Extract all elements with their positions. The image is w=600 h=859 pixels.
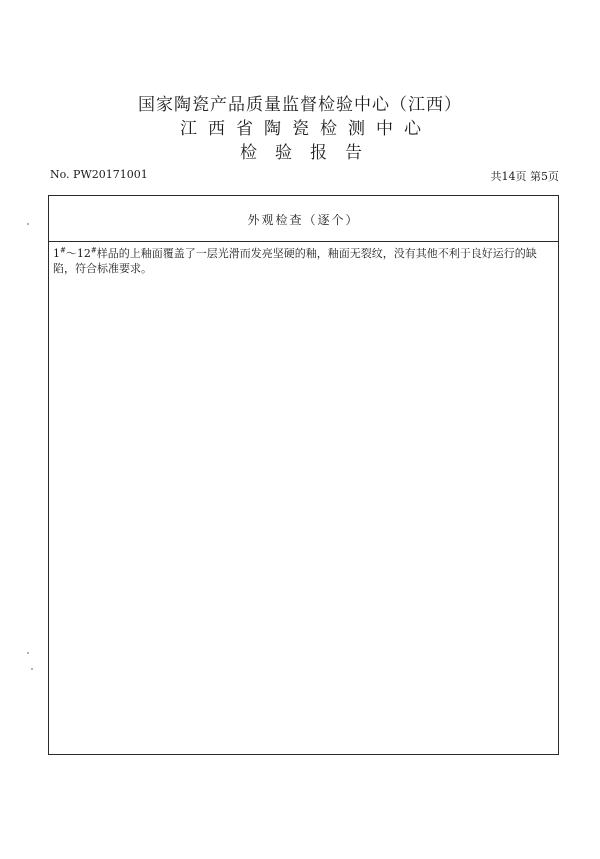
center-name-provincial: 江西省陶瓷检测中心 bbox=[180, 119, 432, 139]
inspection-table bbox=[48, 195, 559, 755]
sample-end-number: 12 bbox=[76, 247, 91, 260]
inspection-result-text bbox=[53, 246, 553, 276]
inspection-table-header bbox=[49, 196, 558, 242]
report-number: No. PW20171001 bbox=[50, 168, 148, 181]
sample-start-mark: # bbox=[60, 246, 66, 255]
inspection-finding: 样品的上釉面覆盖了一层光滑而发亮坚硬的釉，釉面无裂纹，没有其他不利于良好运行的缺陷，符合标准要求。 bbox=[53, 247, 537, 275]
scan-speck bbox=[27, 652, 29, 654]
report-title: 检验报告 bbox=[240, 143, 380, 163]
scan-speck bbox=[31, 668, 33, 670]
section-title: 外观检查（逐个） bbox=[247, 213, 360, 227]
center-name-national: 国家陶瓷产品质量监督检验中心（江西） bbox=[138, 95, 462, 115]
sample-end-mark: # bbox=[90, 246, 97, 255]
sample-start-number: 1 bbox=[53, 247, 60, 260]
scan-speck bbox=[27, 223, 29, 225]
sample-range-separator: ～ bbox=[65, 247, 77, 260]
page-info: 共14页 第5页 bbox=[490, 170, 559, 183]
